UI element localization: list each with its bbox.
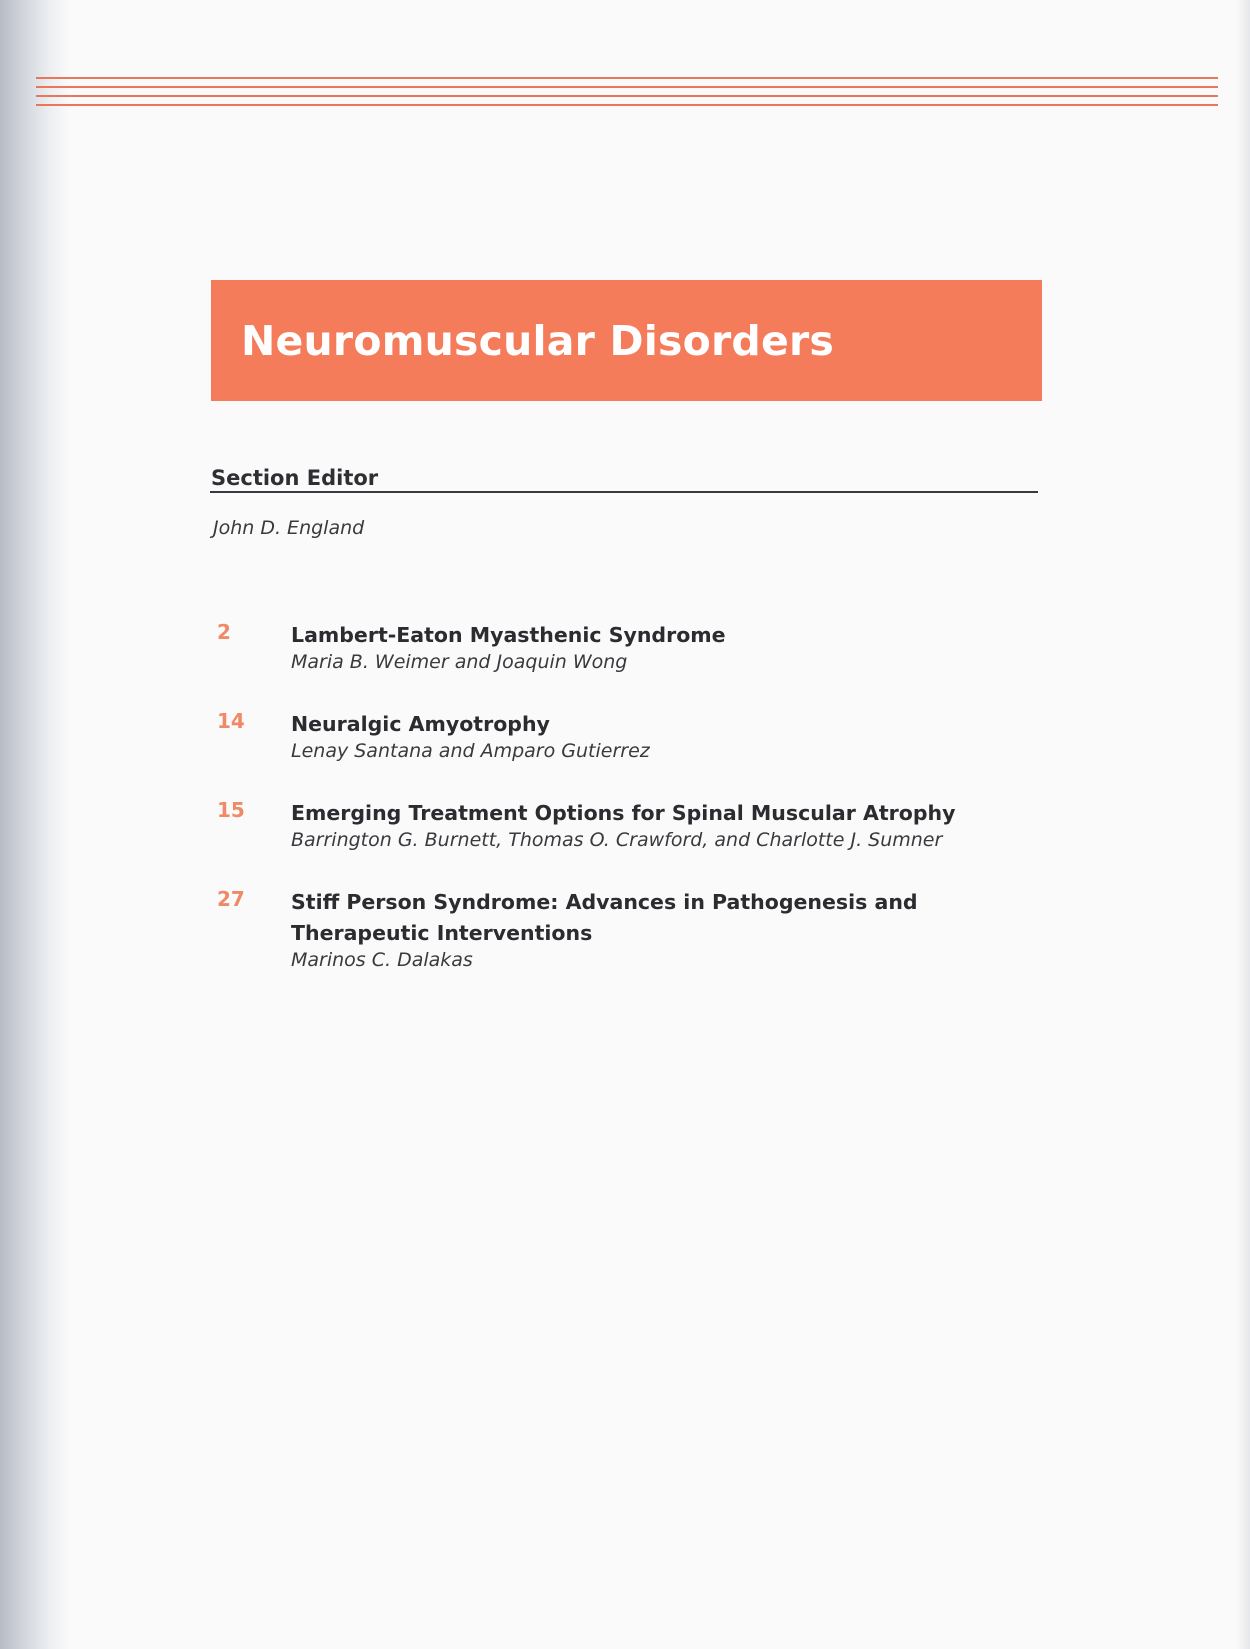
toc-page-number: 15	[217, 798, 245, 822]
toc-article-authors: Lenay Santana and Amparo Gutierrez	[291, 740, 650, 762]
section-editor-label: Section Editor	[211, 466, 379, 490]
toc-page-number: 27	[217, 887, 245, 911]
top-rule-2	[36, 86, 1218, 88]
page-edge	[1236, 0, 1250, 1649]
toc-entry[interactable]	[211, 798, 1041, 858]
toc-article-title[interactable]: Emerging Treatment Options for Spinal Muscular Atrophy	[291, 801, 956, 825]
toc-article-authors: Maria B. Weimer and Joaquin Wong	[291, 651, 628, 673]
toc-article-title[interactable]: Lambert-Eaton Myasthenic Syndrome	[291, 623, 726, 647]
toc-article-title[interactable]: Stiff Person Syndrome: Advances in Pathogenesis and Therapeutic Interventions	[291, 890, 918, 945]
section-title: Neuromuscular Disorders	[241, 316, 834, 365]
toc-entry[interactable]	[211, 887, 1041, 979]
toc-article-authors: Marinos C. Dalakas	[291, 949, 473, 971]
toc-article-authors: Barrington G. Burnett, Thomas O. Crawford, and Charlotte J. Sumner	[291, 829, 943, 851]
section-editor-rule	[210, 491, 1038, 493]
toc-entry[interactable]	[211, 620, 1041, 680]
top-rule-3	[36, 95, 1218, 97]
section-editor-name: John D. England	[213, 517, 365, 539]
toc-page-number: 2	[217, 620, 231, 644]
toc-page-number: 14	[217, 709, 245, 733]
toc-article-title[interactable]: Neuralgic Amyotrophy	[291, 712, 550, 736]
binding-shadow	[0, 0, 70, 1649]
top-rule-1	[36, 77, 1218, 79]
section-header-banner	[211, 280, 1042, 401]
toc-entry[interactable]	[211, 709, 1041, 769]
top-rule-4	[36, 104, 1218, 106]
